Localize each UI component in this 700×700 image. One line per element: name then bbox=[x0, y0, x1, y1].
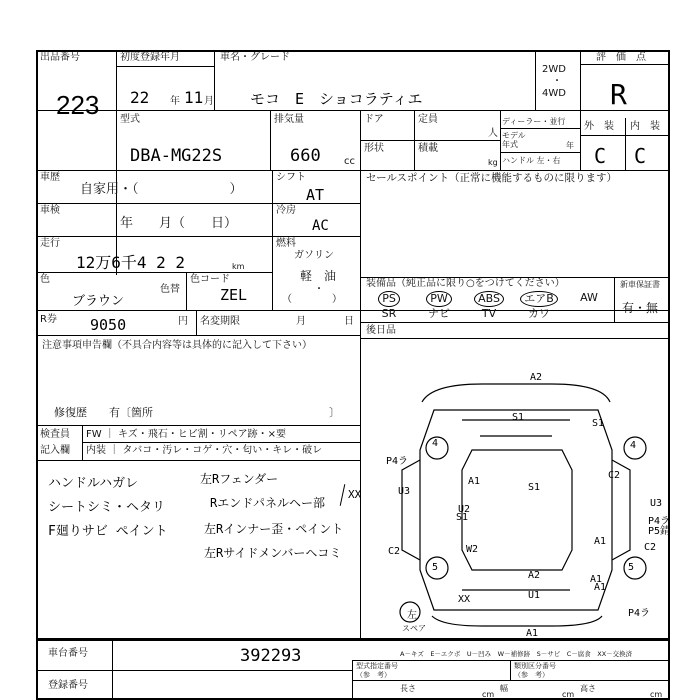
color-code-label: 色コード bbox=[190, 274, 230, 285]
displacement-label: 排気量 bbox=[274, 114, 304, 125]
drive-dot: ・ bbox=[552, 76, 562, 87]
damage-mark: U1 bbox=[528, 590, 541, 601]
damage-mark: C2 bbox=[644, 542, 657, 553]
inspector-label-1: 検査員 bbox=[40, 429, 70, 440]
fuel-label: 燃料 bbox=[276, 238, 296, 249]
damage-mark: 4 bbox=[432, 438, 439, 449]
exterior-label: 外 装 bbox=[584, 121, 614, 132]
later-items-label: 後日品 bbox=[366, 325, 396, 336]
damage-mark: W2 bbox=[466, 544, 479, 555]
damage-mark: 左 bbox=[407, 610, 417, 621]
lot-number: 223 bbox=[56, 90, 100, 120]
remark-1: ハンドルハガレ bbox=[48, 476, 139, 491]
chassis-label: 車台番号 bbox=[48, 648, 88, 659]
damage-mark: A2 bbox=[528, 570, 541, 581]
ac-value: AC bbox=[312, 218, 329, 234]
fuel-value: ガソリン bbox=[294, 250, 334, 261]
width-unit: cm bbox=[562, 690, 575, 699]
inspector-row-1: FW ｜ キズ・飛石・ヒビ割・リペア跡・×要 bbox=[86, 429, 286, 440]
damage-mark: S1 bbox=[592, 418, 605, 429]
damage-mark: P4ラ bbox=[386, 456, 409, 467]
damage-mark: 5 bbox=[628, 562, 635, 573]
damage-mark: A1 bbox=[468, 476, 481, 487]
year-unit: 年 bbox=[170, 96, 180, 107]
chassis-value: 392293 bbox=[240, 646, 302, 666]
damage-mark: U2 bbox=[458, 504, 471, 515]
model-year-unit: 年 bbox=[566, 141, 574, 150]
remark-3: F廻りサビ ペイント bbox=[48, 524, 168, 539]
door-label: ドア bbox=[364, 114, 384, 125]
equipment-item: カワ bbox=[528, 307, 550, 320]
interior-label: 内 装 bbox=[630, 121, 660, 132]
warranty-label: 新車保証書 bbox=[620, 280, 660, 289]
first-reg-month: 11 bbox=[184, 88, 204, 107]
damage-mark: A2 bbox=[530, 372, 543, 383]
model-year-label: モデル 年式 bbox=[502, 131, 526, 149]
damage-legend: A－キズ E－エクボ U－凹み W－補修跡 S－サビ C－腐食 XX－交換済 bbox=[400, 650, 633, 658]
length-label: 長さ bbox=[400, 684, 416, 693]
damage-mark: A1 bbox=[526, 628, 539, 639]
equipment-row-2 bbox=[364, 307, 614, 322]
seats-unit: 人 bbox=[488, 128, 498, 139]
seats-label: 定員 bbox=[418, 114, 438, 125]
equipment-item: ABS bbox=[464, 291, 514, 306]
model-value: モコ E ショコラティエ bbox=[250, 90, 423, 108]
fuel-dot: ・ bbox=[314, 284, 324, 295]
dealer-label: ディーラー・並行 bbox=[502, 117, 566, 126]
height-label: 高さ bbox=[580, 684, 596, 693]
type-value: DBA-MG22S bbox=[130, 146, 223, 166]
equipment-item: エアB bbox=[514, 291, 564, 306]
damage-mark: P5錆 bbox=[648, 526, 671, 537]
inspector-row-2: 内装 ｜ タバコ・汚レ・コゲ・穴・匂い・キレ・破レ bbox=[86, 445, 323, 456]
repair-history: 修復歴 有〔箇所 〕 bbox=[54, 406, 340, 419]
equipment-title: 装備品（純正品に限り○をつけてください） bbox=[366, 278, 565, 289]
history-value: 自家用・（ ） bbox=[80, 182, 243, 197]
damage-mark: P4ラ bbox=[628, 608, 651, 619]
warranty-value: 有・無 bbox=[622, 301, 659, 315]
exterior-grade: C bbox=[594, 144, 607, 168]
remark-2: シートシミ・ヘタリ bbox=[48, 500, 166, 515]
damage-mark: C2 bbox=[608, 470, 621, 481]
remark-xx: XX bbox=[348, 488, 362, 501]
interior-grade: C bbox=[634, 144, 647, 168]
displacement-unit: cc bbox=[344, 156, 355, 167]
color-change-label: 色替 bbox=[160, 284, 180, 295]
category-label: 類別区分番号 （参 考） bbox=[514, 662, 556, 679]
shift-value: AT bbox=[306, 186, 325, 204]
damage-mark: S1 bbox=[512, 412, 525, 423]
recycle-unit: 円 bbox=[178, 316, 188, 327]
handle-label: ハンドル 左・右 bbox=[502, 156, 561, 165]
width-label: 幅 bbox=[500, 684, 508, 693]
damage-mark: P4ラ bbox=[648, 516, 671, 527]
registration-label: 登録番号 bbox=[48, 680, 88, 691]
model-label: 車名・グレード bbox=[220, 52, 290, 63]
inspection-value: 年 月（ 日） bbox=[120, 216, 238, 231]
length-unit: cm bbox=[482, 690, 495, 699]
history-label: 車歴 bbox=[40, 172, 60, 183]
damage-mark: U3 bbox=[398, 486, 411, 497]
equipment-item: PS bbox=[364, 291, 414, 306]
name-change-label: 名変期限 bbox=[200, 316, 240, 327]
drive-4wd: 4WD bbox=[542, 88, 566, 99]
shape-label: 形状 bbox=[364, 143, 384, 154]
damage-mark: 4 bbox=[630, 440, 637, 451]
sales-point-title: セールスポイント（正常に機能するものに限ります） bbox=[366, 172, 618, 184]
damage-mark: A1 bbox=[594, 536, 607, 547]
damage-mark: S1 bbox=[528, 482, 541, 493]
month-unit: 月 bbox=[204, 96, 214, 107]
load-label: 積載 bbox=[418, 143, 438, 154]
drive-2wd: 2WD bbox=[542, 64, 566, 75]
equipment-item: PW bbox=[414, 291, 464, 306]
inspector-label-2: 記入欄 bbox=[40, 445, 70, 456]
ac-label: 冷房 bbox=[276, 205, 296, 216]
spare-label: スペア bbox=[402, 624, 426, 633]
first-reg-label: 初度登録年月 bbox=[120, 52, 180, 63]
shift-label: シフト bbox=[276, 172, 306, 183]
damage-mark: S1 bbox=[456, 512, 469, 523]
mileage-value: 12万6千4 2 2 bbox=[76, 253, 186, 272]
damage-mark: U3 bbox=[650, 498, 663, 509]
damage-mark: A1 bbox=[590, 574, 603, 585]
first-reg-year: 22 bbox=[130, 88, 150, 107]
damage-mark: XX bbox=[458, 594, 471, 605]
score-value: R bbox=[610, 78, 627, 111]
color-label: 色 bbox=[40, 274, 50, 285]
color-code-value: ZEL bbox=[220, 286, 248, 304]
notes-title: 注意事項申告欄（不具合内容等は具体的に記入して下さい） bbox=[42, 340, 312, 351]
remark-right-3: 左Rインナー歪・ペイント bbox=[204, 522, 344, 536]
color-value: ブラウン bbox=[72, 294, 125, 309]
lot-label: 出品番号 bbox=[40, 52, 80, 63]
color-code-paren: （ ） bbox=[282, 294, 342, 305]
equipment-row-1 bbox=[364, 291, 614, 306]
inspection-label: 車検 bbox=[40, 205, 60, 216]
damage-mark: A1 bbox=[594, 582, 607, 593]
displacement-value: 660 bbox=[290, 146, 321, 166]
height-unit: cm bbox=[650, 690, 663, 699]
score-label: 評 価 点 bbox=[596, 52, 646, 63]
remark-right-2: Rエンドパネルヘー部 bbox=[210, 496, 325, 510]
mileage-label: 走行 bbox=[40, 238, 60, 249]
recycle-label: R券 bbox=[40, 314, 57, 325]
equipment-item: ナビ bbox=[428, 307, 450, 320]
designation-label: 型式指定番号 （参 考） bbox=[356, 662, 398, 679]
damage-mark: 5 bbox=[432, 562, 439, 573]
damage-mark: C2 bbox=[388, 546, 401, 557]
load-unit: kg bbox=[488, 158, 498, 167]
recycle-value: 9050 bbox=[90, 316, 127, 334]
equipment-item: TV bbox=[481, 307, 497, 320]
mileage-unit: km bbox=[232, 262, 245, 271]
fuel-other: 軽 油 bbox=[300, 269, 337, 283]
equipment-item: AW bbox=[580, 291, 598, 304]
name-change-month: 月 bbox=[296, 316, 306, 327]
remark-right-1: 左Rフェンダー bbox=[200, 472, 279, 486]
remark-right-4: 左Rサイドメンバーヘコミ bbox=[204, 546, 342, 560]
equipment-item: SR bbox=[381, 307, 397, 320]
type-label: 型式 bbox=[120, 114, 140, 125]
name-change-day: 日 bbox=[344, 316, 354, 327]
